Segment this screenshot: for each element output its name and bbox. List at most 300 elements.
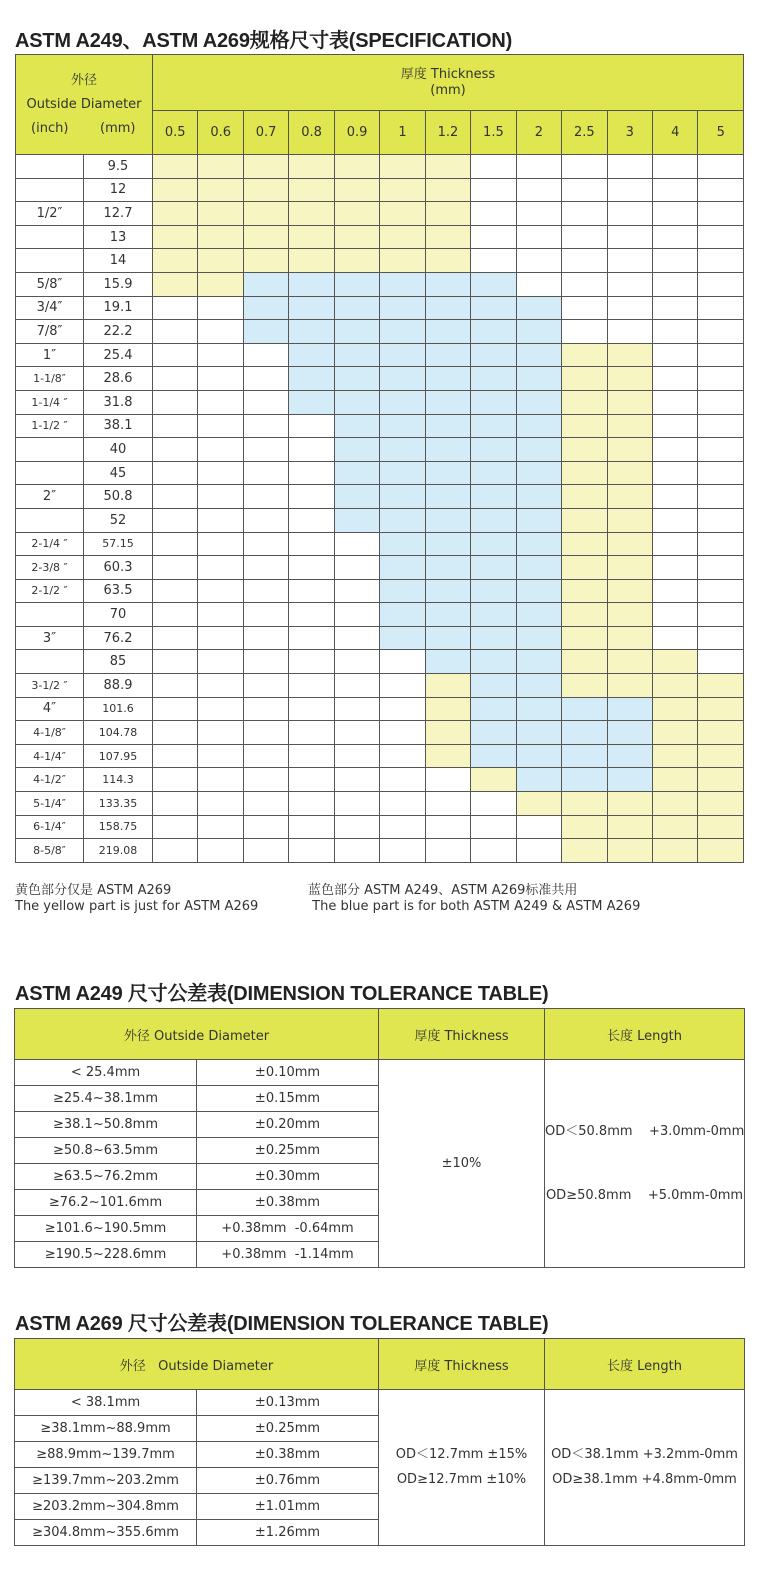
a269-thickness-tol-1: OD＜12.7mm ±15% [395,1447,528,1462]
cell-a269-only [334,225,379,249]
inch-cell: 1-1/2 ″ [16,414,84,438]
cell-a249-a269 [471,296,516,320]
inch-cell: 1/2″ [16,202,84,226]
cell-a249-a269 [471,461,516,485]
a269-od-cell: ≥304.8mm~355.6mm [15,1520,197,1546]
cell-a249-a269 [289,320,334,344]
cell-empty [516,202,561,226]
cell-a269-only [607,556,652,580]
cell-a249-a269 [334,414,379,438]
cell-empty [652,556,697,580]
cell-empty [607,178,652,202]
cell-a269-only [153,155,198,179]
cell-a249-a269 [607,697,652,721]
cell-a249-a269 [471,414,516,438]
cell-a269-only [334,202,379,226]
a269-tol-cell: ±0.13mm [197,1390,379,1416]
mm-cell: 9.5 [84,155,153,179]
cell-a269-only [562,674,607,698]
cell-empty [153,508,198,532]
cell-a249-a269 [380,485,425,509]
cell-a249-a269 [289,390,334,414]
cell-empty [471,792,516,816]
cell-a249-a269 [425,461,470,485]
cell-empty [198,485,243,509]
cell-a249-a269 [243,296,288,320]
cell-empty [652,532,697,556]
a269-length-tol [545,1390,745,1546]
cell-empty [243,508,288,532]
inch-cell [16,178,84,202]
cell-empty [198,343,243,367]
inch-cell [16,155,84,179]
cell-empty [380,792,425,816]
cell-empty [652,461,697,485]
cell-empty [334,532,379,556]
cell-a269-only [471,768,516,792]
a269-length-header: 长度 Length [545,1339,745,1390]
cell-empty [516,178,561,202]
cell-empty [198,390,243,414]
cell-empty [698,178,744,202]
cell-empty [289,461,334,485]
cell-empty [243,603,288,627]
cell-a249-a269 [471,485,516,509]
cell-a249-a269 [516,390,561,414]
a249-od-cell: ≥63.5~76.2mm [15,1164,197,1190]
cell-a249-a269 [516,343,561,367]
spec-row [16,532,744,556]
cell-empty [698,367,744,391]
cell-a269-only [607,414,652,438]
cell-a269-only [562,650,607,674]
cell-a269-only [198,202,243,226]
spec-row [16,272,744,296]
od-header-en: Outside Diameter [26,96,142,112]
cell-a269-only [153,249,198,273]
cell-empty [289,744,334,768]
cell-a269-only [607,674,652,698]
cell-empty [198,579,243,603]
inch-cell [16,225,84,249]
thickness-col-header: 2.5 [562,111,607,155]
cell-a249-a269 [380,414,425,438]
cell-empty [243,532,288,556]
cell-empty [652,603,697,627]
cell-a249-a269 [334,485,379,509]
thickness-col-header: 0.9 [334,111,379,155]
a269-tolerance-table [14,1338,745,1546]
cell-a249-a269 [425,438,470,462]
cell-a269-only [698,815,744,839]
cell-empty [243,556,288,580]
a269-od-cell: ≥203.2mm~304.8mm [15,1494,197,1520]
a249-od-cell: ≥76.2~101.6mm [15,1190,197,1216]
cell-a249-a269 [425,579,470,603]
cell-empty [153,438,198,462]
cell-empty [334,792,379,816]
a269-length-tol-1: OD＜38.1mm +3.2mm-0mm [551,1447,738,1462]
cell-empty [698,320,744,344]
cell-a249-a269 [334,508,379,532]
cell-a249-a269 [516,579,561,603]
cell-a269-only [289,178,334,202]
spec-row [16,225,744,249]
cell-empty [698,650,744,674]
mm-cell: 14 [84,249,153,273]
cell-empty [698,390,744,414]
mm-cell: 12.7 [84,202,153,226]
cell-a249-a269 [471,438,516,462]
cell-a249-a269 [562,744,607,768]
inch-cell [16,603,84,627]
cell-a249-a269 [380,367,425,391]
cell-empty [243,461,288,485]
cell-a249-a269 [425,320,470,344]
a249-length-tol-2: OD≥50.8mm +5.0mm-0mm [545,1187,744,1203]
cell-empty [289,414,334,438]
inch-cell: 6-1/4″ [16,815,84,839]
cell-empty [198,556,243,580]
thickness-header [153,55,744,111]
cell-empty [562,249,607,273]
cell-a269-only [698,792,744,816]
a269-thickness-header: 厚度 Thickness [379,1339,545,1390]
cell-empty [198,414,243,438]
spec-row [16,579,744,603]
cell-a269-only [652,674,697,698]
inch-cell: 3″ [16,626,84,650]
spec-row [16,461,744,485]
cell-a249-a269 [425,556,470,580]
cell-empty [607,320,652,344]
cell-a249-a269 [289,296,334,320]
a269-od-cell: ≥38.1mm~88.9mm [15,1416,197,1442]
cell-empty [652,414,697,438]
inch-label: (inch) [31,120,69,136]
cell-empty [153,815,198,839]
a269-tol-cell: ±0.38mm [197,1442,379,1468]
cell-empty [516,815,561,839]
cell-a269-only [562,603,607,627]
a269-tol-cell: ±0.76mm [197,1468,379,1494]
cell-a269-only [153,178,198,202]
spec-row [16,556,744,580]
cell-a249-a269 [425,272,470,296]
cell-a269-only [562,414,607,438]
a249-tol-cell: ±0.20mm [197,1112,379,1138]
cell-empty [153,414,198,438]
spec-row [16,485,744,509]
legend-blue-cn: 蓝色部分 ASTM A249、ASTM A269标准共用 [308,883,578,898]
inch-cell: 4″ [16,697,84,721]
cell-a269-only [562,343,607,367]
cell-a269-only [607,579,652,603]
spec-row [16,320,744,344]
spec-row [16,296,744,320]
cell-a249-a269 [516,603,561,627]
cell-a269-only [607,650,652,674]
cell-a269-only [380,178,425,202]
cell-a249-a269 [425,343,470,367]
inch-cell [16,249,84,273]
cell-empty [652,343,697,367]
cell-empty [380,674,425,698]
cell-a249-a269 [471,367,516,391]
inch-cell: 5/8″ [16,272,84,296]
thickness-col-header: 3 [607,111,652,155]
spec-row [16,744,744,768]
cell-empty [153,626,198,650]
mm-cell: 25.4 [84,343,153,367]
cell-empty [698,249,744,273]
inch-cell: 2-1/2 ″ [16,579,84,603]
cell-empty [198,367,243,391]
mm-cell: 114.3 [84,768,153,792]
cell-empty [652,390,697,414]
a249-length-tol-1: OD＜50.8mm +3.0mm-0mm [545,1123,745,1139]
cell-empty [153,296,198,320]
cell-empty [198,721,243,745]
a249-thickness-tol: ±10% [379,1060,545,1268]
inch-cell: 1-1/4 ″ [16,390,84,414]
cell-empty [516,272,561,296]
cell-empty [562,296,607,320]
thickness-header-label: 厚度 Thickness [400,66,496,82]
a269-od-header: 外径 Outside Diameter [15,1339,379,1390]
cell-a269-only [153,272,198,296]
cell-empty [471,155,516,179]
cell-a269-only [607,839,652,863]
spec-row [16,343,744,367]
cell-a269-only [425,155,470,179]
cell-empty [198,697,243,721]
cell-empty [153,485,198,509]
cell-a269-only [607,815,652,839]
cell-empty [198,438,243,462]
cell-a249-a269 [516,438,561,462]
cell-empty [334,650,379,674]
spec-row [16,390,744,414]
cell-empty [698,202,744,226]
cell-empty [698,414,744,438]
cell-a269-only [243,225,288,249]
cell-empty [380,697,425,721]
cell-a269-only [153,225,198,249]
cell-empty [471,249,516,273]
cell-empty [198,320,243,344]
cell-a249-a269 [380,438,425,462]
a269-thickness-tol-2: OD≥12.7mm ±10% [396,1472,527,1487]
cell-empty [698,603,744,627]
cell-empty [289,768,334,792]
cell-a249-a269 [334,438,379,462]
cell-a269-only [425,721,470,745]
cell-empty [153,697,198,721]
cell-empty [652,438,697,462]
inch-cell: 2-1/4 ″ [16,532,84,556]
cell-empty [425,815,470,839]
mm-cell: 76.2 [84,626,153,650]
cell-empty [243,414,288,438]
cell-empty [153,650,198,674]
a269-od-cell: ≥88.9mm~139.7mm [15,1442,197,1468]
mm-cell: 50.8 [84,485,153,509]
cell-empty [516,249,561,273]
cell-empty [198,839,243,863]
cell-a269-only [698,768,744,792]
mm-label: (mm) [100,120,136,136]
mm-cell: 63.5 [84,579,153,603]
mm-cell: 38.1 [84,414,153,438]
mm-cell: 28.6 [84,367,153,391]
cell-empty [698,155,744,179]
inch-cell: 2-3/8 ″ [16,556,84,580]
inch-cell: 7/8″ [16,320,84,344]
cell-a269-only [607,367,652,391]
spec-row [16,768,744,792]
cell-empty [153,744,198,768]
spec-row [16,178,744,202]
cell-a249-a269 [471,674,516,698]
a249-tol-cell: ±0.30mm [197,1164,379,1190]
cell-a269-only [562,485,607,509]
inch-cell [16,650,84,674]
cell-empty [607,296,652,320]
cell-a269-only [425,225,470,249]
cell-empty [243,721,288,745]
a249-thickness-header: 厚度 Thickness [379,1009,545,1060]
thickness-col-header: 0.7 [243,111,288,155]
inch-cell: 3/4″ [16,296,84,320]
cell-empty [562,320,607,344]
a269-tol-cell: ±1.01mm [197,1494,379,1520]
cell-empty [698,272,744,296]
a249-od-header: 外径 Outside Diameter [15,1009,379,1060]
mm-cell: 57.15 [84,532,153,556]
cell-a269-only [698,697,744,721]
cell-a269-only [243,155,288,179]
spec-row [16,721,744,745]
spec-title: ASTM A249、ASTM A269规格尺寸表(SPECIFICATION) [15,30,513,52]
cell-empty [652,225,697,249]
cell-a269-only [562,839,607,863]
cell-empty [425,839,470,863]
thickness-col-header: 1.5 [471,111,516,155]
cell-a269-only [425,744,470,768]
cell-empty [243,674,288,698]
cell-empty [289,603,334,627]
cell-empty [380,815,425,839]
spec-row [16,438,744,462]
cell-a249-a269 [562,697,607,721]
cell-a269-only [562,532,607,556]
cell-a249-a269 [516,674,561,698]
cell-empty [153,390,198,414]
inch-cell: 1-1/8″ [16,367,84,391]
cell-empty [198,532,243,556]
cell-a269-only [562,508,607,532]
cell-a249-a269 [471,508,516,532]
cell-a249-a269 [562,768,607,792]
cell-a249-a269 [425,626,470,650]
cell-empty [334,839,379,863]
cell-empty [698,438,744,462]
cell-a249-a269 [516,768,561,792]
inch-cell: 5-1/4″ [16,792,84,816]
cell-a269-only [289,155,334,179]
mm-cell: 107.95 [84,744,153,768]
cell-empty [652,320,697,344]
cell-a269-only [562,556,607,580]
cell-empty [153,721,198,745]
cell-empty [243,438,288,462]
cell-empty [153,674,198,698]
a249-od-cell: ≥25.4~38.1mm [15,1086,197,1112]
a249-tol-cell: ±0.25mm [197,1138,379,1164]
cell-a269-only [607,485,652,509]
cell-empty [153,768,198,792]
cell-empty [652,272,697,296]
cell-a249-a269 [516,296,561,320]
cell-a249-a269 [516,744,561,768]
cell-a249-a269 [425,603,470,627]
cell-a249-a269 [425,508,470,532]
cell-a249-a269 [380,343,425,367]
cell-a269-only [562,390,607,414]
cell-empty [471,202,516,226]
cell-empty [652,202,697,226]
cell-empty [652,579,697,603]
cell-empty [607,272,652,296]
cell-empty [562,202,607,226]
legend-yellow-cn: 黄色部分仅是 ASTM A269 [15,883,172,898]
cell-empty [698,508,744,532]
a249-tol-cell: +0.38mm -1.14mm [197,1242,379,1268]
cell-a249-a269 [425,390,470,414]
cell-a249-a269 [243,320,288,344]
cell-a249-a269 [516,508,561,532]
cell-a249-a269 [607,768,652,792]
mm-cell: 158.75 [84,815,153,839]
cell-empty [562,178,607,202]
a269-tol-cell: ±0.25mm [197,1416,379,1442]
cell-empty [380,744,425,768]
cell-empty [198,815,243,839]
cell-empty [380,721,425,745]
legend-yellow-en: The yellow part is just for ASTM A269 [15,899,259,914]
a269-tol-cell: ±1.26mm [197,1520,379,1546]
mm-cell: 31.8 [84,390,153,414]
cell-empty [198,744,243,768]
cell-empty [289,579,334,603]
spec-row [16,414,744,438]
cell-empty [425,792,470,816]
spec-row [16,367,744,391]
mm-cell: 45 [84,461,153,485]
cell-a249-a269 [380,556,425,580]
cell-a249-a269 [289,343,334,367]
cell-empty [289,438,334,462]
cell-empty [652,178,697,202]
cell-empty [698,532,744,556]
cell-empty [516,155,561,179]
cell-a249-a269 [607,721,652,745]
cell-empty [698,556,744,580]
cell-empty [607,249,652,273]
cell-empty [607,202,652,226]
cell-empty [471,839,516,863]
